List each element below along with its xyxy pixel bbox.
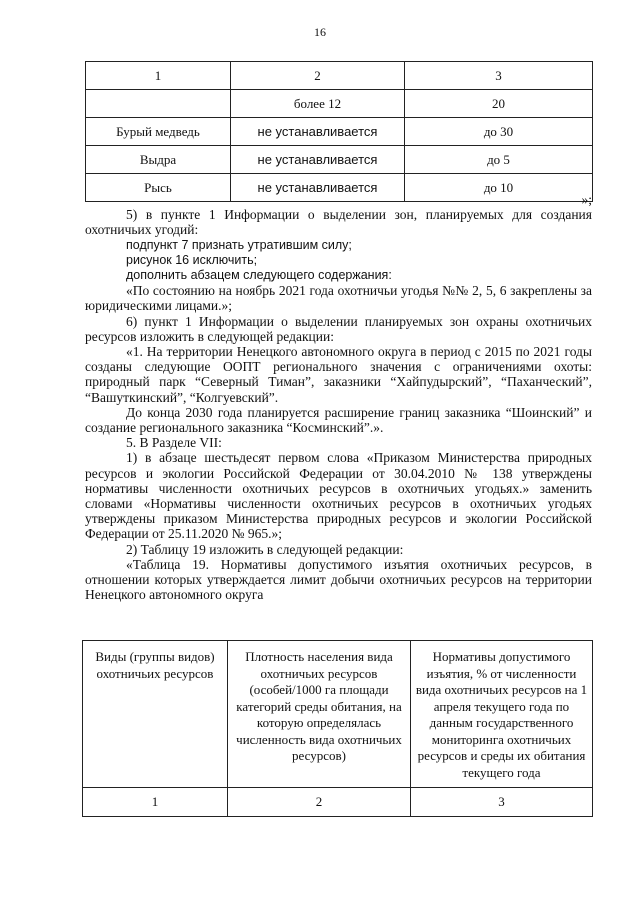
- table-19-title: «Таблица 19. Нормативы допустимого изъятия охотничьих ресурсов, в отношении которых утверждается лимит добычи охотничьих ресурсов на территории Ненецкого автономного округа: [85, 556, 592, 603]
- paragraph-5-intro: 5) в пункте 1 Информации о выделении зон, планируемых для создания охотничьих угодий:: [85, 207, 592, 238]
- document-body: [85, 192, 592, 602]
- table-cell: [86, 90, 231, 118]
- table-19: [82, 640, 593, 817]
- paragraph-6-quote: «1. На территории Ненецкого автономного округа в период с 2015 по 2021 годы созданы следующие ООПТ регионального значения с ограничениями охоты: природный парк “Северный Тиман”, заказники “Хайпудырский”, “Паханческий”, “Вашуткинский”, “Колгуевский”.: [85, 344, 592, 405]
- table-cell: до 30: [405, 118, 593, 146]
- page-number: 16: [314, 25, 326, 39]
- table-cell: Выдра: [86, 146, 231, 174]
- table-cell: 2: [228, 788, 411, 817]
- section-5-item-1: 1) в абзаце шестьдесят первом слова «Приказом Министерства природных ресурсов и экологии Российской Федерации от 30.04.2010 № 138 утверждены нормативы численности охотничьих ресурсов в охотничьих угодьях.» заменить словами «Нормативы численности охотничьих ресурсов в охотничьих угодьях утверждены приказом Министерства природных ресурсов и экологии Российской Федерации от 25.11.2020 № 965.»;: [85, 450, 592, 542]
- table-cell: до 5: [405, 146, 593, 174]
- table-header-cell: Плотность населения вида охотничьих ресурсов (особей/1000 га площади категорий среды обитания, на которую определялась численность вида охотничьих ресурсов): [228, 641, 411, 788]
- section-5-item-2: 2) Таблицу 19 изложить в следующей редакции:: [126, 541, 404, 557]
- section-5-heading: 5. В Разделе VII:: [126, 435, 222, 451]
- table-header-row: [83, 641, 593, 788]
- table-row: [86, 118, 593, 146]
- table-cell: Рысь: [86, 174, 231, 202]
- table-header-cell: 1: [86, 62, 231, 90]
- paragraph-5-sub3: дополнить абзацем следующего содержания:: [126, 268, 392, 283]
- top-table: [85, 61, 593, 202]
- table-cell: 3: [411, 788, 593, 817]
- table-header-cell: 3: [405, 62, 593, 90]
- paragraph-6-intro: 6) пункт 1 Информации о выделении планируемых зон охраны охотничьих ресурсов изложить в следующей редакции:: [85, 313, 592, 344]
- table-cell: 1: [83, 788, 228, 817]
- table-cell: до 10: [405, 174, 593, 202]
- table-number-row: [83, 788, 593, 817]
- table-cell: 20: [405, 90, 593, 118]
- table-header-cell: Виды (группы видов) охотничьих ресурсов: [83, 641, 228, 788]
- paragraph-5-sub2: рисунок 16 исключить;: [126, 252, 258, 267]
- paragraph-6-quote-2: До конца 2030 года планируется расширение границ заказника “Шоинский” и создание регионального заказника “Косминский”.».: [85, 404, 592, 436]
- table-row: [86, 90, 593, 118]
- table-header-row: [86, 62, 593, 90]
- table-cell: более 12: [231, 90, 405, 118]
- paragraph-5-quote: «По состоянию на ноябрь 2021 года охотничьи угодья №№ 2, 5, 6 закреплены за юридическими лицами.»;: [85, 283, 592, 314]
- table-header-cell: Нормативы допустимого изъятия, % от численности вида охотничьих ресурсов на 1 апреля текущего года по данным государственного мониторинга охотничьих ресурсов и среды их обитания текущего года: [411, 641, 593, 788]
- table-row: [86, 146, 593, 174]
- table-header-cell: 2: [231, 62, 405, 90]
- table-cell: Бурый медведь: [86, 118, 231, 146]
- table-cell: не устанавливается: [231, 174, 405, 202]
- closing-quote: »;: [581, 192, 592, 207]
- table-cell: не устанавливается: [231, 146, 405, 174]
- table-cell: не устанавливается: [231, 118, 405, 146]
- paragraph-5-sub1: подпункт 7 признать утратившим силу;: [126, 237, 352, 252]
